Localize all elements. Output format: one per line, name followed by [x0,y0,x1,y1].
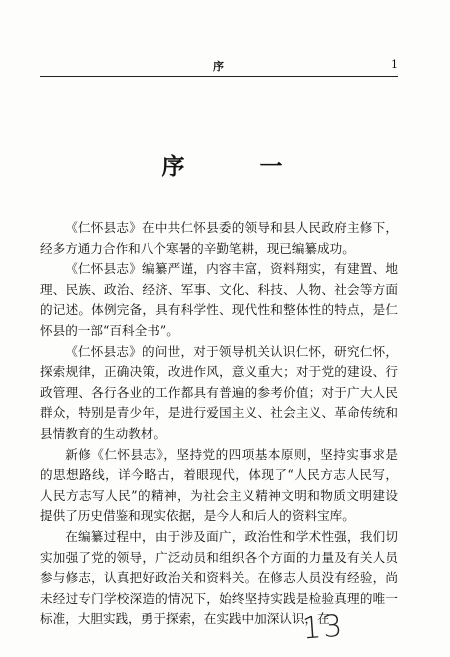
chapter-title: 序 一 [161,154,309,180]
paragraph: 新修《仁怀县志》，坚持党的四项基本原则，坚持实事求是的思想路线，详今略古，着眼现代，体现了“人民方志人民写，人民方志写人民”的精神，为社会主义精神文明和物质文明建设提供了历史借鉴和现实依据，是今人和后人的资料宝库。 [40,446,398,524]
running-title: 序 [213,60,225,73]
paragraph: 《仁怀县志》的问世，对于领导机关认识仁怀，研究仁怀，探索规律，正确决策，改进作风，意义重大；对于党的建设、行政管理、各行各业的工作都具有普遍的参考价值；对于广大人民群众，特别是青少年，是进行爱国主义、社会主义、革命传统和县情教育的生动教材。 [40,343,398,441]
paragraph: 《仁怀县志》在中共仁怀县委的领导和县人民政府主修下，经多方通力合作和八个寒暑的辛勤笔耕，现已编纂成功。 [40,220,398,256]
body-text [40,218,398,630]
paragraph: 在编纂过程中，由于涉及面广，政治性和学术性强，我们切实加强了党的领导，广泛动员和组织各个方面的力量及有关人员参与修志，认真把好政治关和资料关。在修志人员没有经验，尚未经过专门学校深造的情况下，始终坚持实践是检验真理的唯一标准，大胆实践，勇于探索，在实践中加深认识，在 [40,528,398,627]
paragraph: 《仁怀县志》编纂严谨，内容丰富，资料翔实，有建置、地理、民族、政治、经济、军事、文化、科技、人物、社会等方面的记述。体例完备，具有科学性、现代性和整体性的特点，是仁怀县的一部“百科全书”。 [40,261,398,338]
handwritten-page-note: 13 [300,608,346,647]
page-number: 1 [391,58,398,71]
running-header [40,56,398,77]
